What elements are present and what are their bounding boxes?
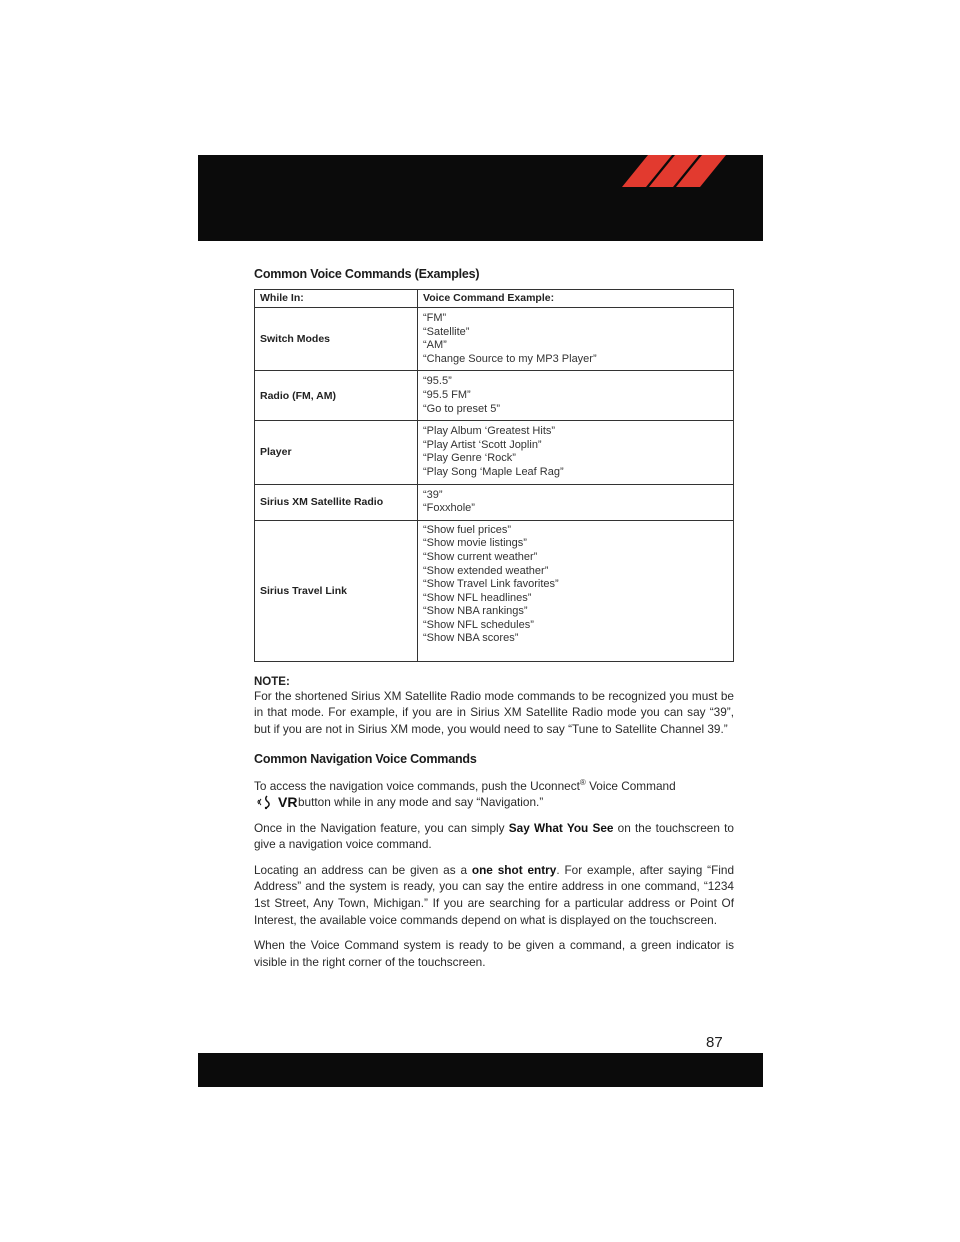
mode-cell: Player: [255, 421, 418, 484]
navigation-paragraph-1: [254, 775, 734, 795]
col-header-while-in: While In:: [255, 290, 418, 308]
navigation-title: Common Navigation Voice Commands: [254, 751, 477, 766]
navigation-paragraph-1-line2: [254, 794, 734, 811]
note-label: NOTE:: [254, 675, 290, 688]
command-item: “AM”: [423, 339, 447, 352]
mode-cell: Switch Modes: [255, 308, 418, 371]
table-title: Common Voice Commands (Examples): [254, 267, 480, 281]
command-item: “Show NBA scores”: [423, 632, 519, 645]
commands-cell: [418, 520, 734, 661]
nav-p2-text: Once in the Navigation feature, you can simply: [254, 820, 509, 835]
command-item: “Go to preset 5”: [423, 402, 501, 415]
mode-cell: Sirius XM Satellite Radio: [255, 484, 418, 520]
commands-cell: [418, 308, 734, 371]
command-item: “Show extended weather”: [423, 564, 549, 577]
nav-p2-text-end: on the touchscreen to give a navigation voice command.: [254, 820, 734, 852]
nav-p3-text-end: . For example, after saying “Find Address” and the system is ready, you can say the entire address in one command, “1234 1st Street, Any Town, Michigan.” If you are searching for a particular address or Point Of Interest, the available voice commands depend on what is displayed on the touchscreen.: [254, 862, 735, 927]
footer-bar: [198, 1053, 763, 1087]
table-header-row: [255, 290, 734, 308]
table-row: [255, 308, 734, 371]
command-item: “Show movie listings”: [423, 537, 527, 550]
command-item: “39”: [423, 488, 443, 501]
command-item: “Play Artist ‘Scott Joplin”: [423, 438, 542, 451]
command-item: “Change Source to my MP3 Player”: [423, 352, 597, 365]
voice-command-vr-icon: [256, 794, 298, 810]
mode-cell: Sirius Travel Link: [255, 520, 418, 661]
command-item: “Show NFL schedules”: [423, 618, 534, 631]
voice-commands-table: [254, 289, 734, 662]
col-header-command-example: Voice Command Example:: [418, 290, 734, 308]
table-row: [255, 484, 734, 520]
nav-p1-text-end: Voice Command: [585, 778, 676, 793]
mode-cell: Radio (FM, AM): [255, 371, 418, 421]
command-item: “FM”: [423, 312, 447, 324]
commands-cell: [418, 484, 734, 520]
commands-cell: [418, 371, 734, 421]
command-item: “Show Travel Link favorites”: [423, 578, 559, 591]
navigation-paragraph-4: When the Voice Command system is ready to be given a command, a green indicator is visible in the right corner of the touchscreen.: [254, 938, 734, 969]
command-item: “Show NBA rankings”: [423, 605, 528, 618]
microphone-wave-icon: [256, 794, 278, 810]
command-item: “Play Song ‘Maple Leaf Rag”: [423, 465, 564, 478]
command-item: “95.5 FM”: [423, 388, 471, 401]
vr-label: VR: [278, 794, 298, 811]
navigation-paragraph-3: [254, 862, 734, 928]
page-content: [254, 267, 734, 970]
table-row: [255, 371, 734, 421]
section-header: [198, 155, 763, 241]
stripes-icon: [198, 155, 763, 195]
navigation-paragraph-2: [254, 820, 734, 853]
command-item: “Foxxhole”: [423, 502, 475, 515]
note-text: For the shortened Sirius XM Satellite Radio mode commands to be recognized you must be in that mode. For example, if you are in Sirius XM Satellite Radio mode you can say “39”, but if you are not in Sirius XM mode, you would need to say “Tune to Satellite Channel 39.”: [254, 688, 734, 736]
table-row: [255, 520, 734, 661]
commands-cell: [418, 421, 734, 484]
nav-p3-text: Locating an address can be given as a: [254, 862, 472, 877]
nav-p1-text: To access the navigation voice commands, push the Uconnect: [254, 778, 580, 793]
table-row: [255, 421, 734, 484]
command-item: “Show current weather”: [423, 550, 538, 563]
nav-p2-bold: Say What You See: [508, 820, 614, 835]
nav-p1-line2-text: button while in any mode and say “Navigation.”: [298, 795, 544, 810]
nav-p3-bold: one shot entry: [471, 862, 557, 877]
page-number: 87: [706, 1034, 723, 1051]
command-item: “Play Genre ‘Rock”: [423, 452, 516, 465]
command-item: “Satellite”: [423, 325, 470, 338]
command-item: “Show NFL headlines”: [423, 591, 532, 604]
command-item: “Show fuel prices”: [423, 523, 512, 536]
command-item: “95.5”: [423, 375, 452, 388]
registered-mark: ®: [579, 777, 586, 787]
command-item: “Play Album ‘Greatest Hits”: [423, 425, 556, 438]
